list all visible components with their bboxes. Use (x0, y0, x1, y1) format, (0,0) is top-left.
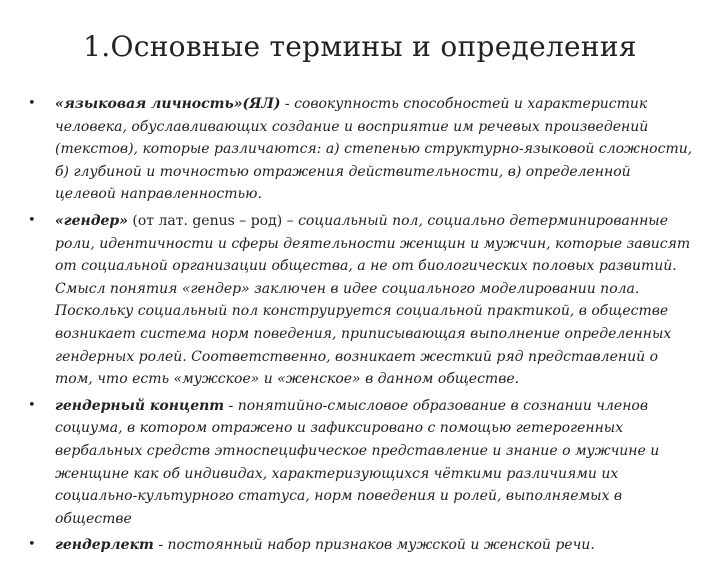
list-item (28, 93, 694, 206)
definition-text: – социальный пол, социально детерминированные роли, идентичности и сферы деятельности женщин и мужчин, которые зависят от социальной организации общества, а не от биологических половых развитий. Смысл понятия «гендер» заключен в идее социального моделировании пола. Поскольку социальный пол конструируется социальной практикой, в обществе возникает система норм поведения, приписывающая выполнение определенных гендерных ролей. Соответственно, возникает жесткий ряд представлений о том, что есть «мужское» и «женское» в данном обществе. (55, 212, 691, 388)
bullet-icon: • (28, 96, 36, 111)
bullet-icon: • (28, 397, 36, 413)
term-label: «гендер» (55, 212, 128, 229)
bullet-icon: • (28, 212, 36, 228)
list-item (28, 534, 694, 557)
term-label: «языковая личность»(ЯЛ) (55, 96, 281, 112)
slide-title: 1.Основные термины и определения (83, 30, 637, 63)
definition-list (28, 93, 694, 561)
etymology-text: (от лат. genus – род) (127, 212, 283, 229)
bullet-icon: • (28, 537, 36, 553)
definition-text: - постоянный набор признаков мужской и женской речи. (153, 537, 595, 554)
list-item (28, 395, 694, 531)
term-label: гендерлект (55, 537, 154, 554)
definition-text: - совокупность способностей и характеристик человека, обуславливающих создание и восприятие им речевых произведений (текстов), которые различаются: а) степенью структурно-языковой сложности, б) глубиной и точностью отражения действительности, в) определенной целевой направленностью. (55, 96, 693, 203)
list-item (28, 210, 694, 391)
definition-text: - понятийно-смысловое образование в сознании членов социума, в котором отражено и зафиксировано с помощью гетерогенных вербальных средств этноспецифическое представление и знание о мужчине и женщине как об индивидах, характеризующихся чёткими различиями их социально-культурного статуса, норм поведения и ролей, выполняемых в обществе (55, 397, 660, 527)
term-label: гендерный концепт (55, 397, 225, 414)
